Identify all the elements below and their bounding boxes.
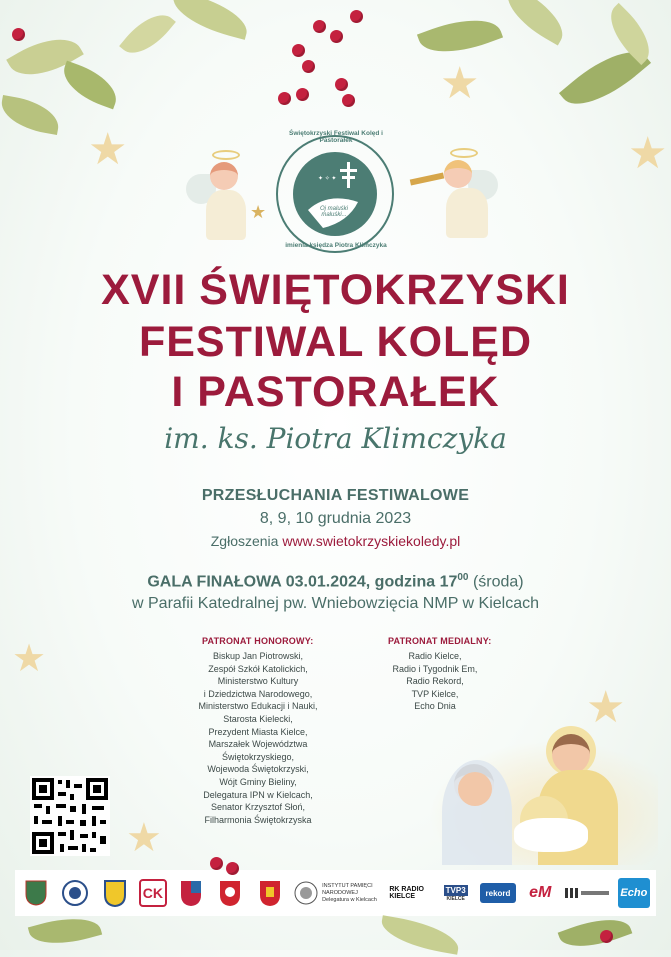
list-item: Ministerstwo Kultury [217,676,299,687]
berry [600,930,613,943]
radio-rekord-logo: rekord [480,883,516,903]
list-item: TVP Kielce, [411,688,459,699]
star-icon: ★ [628,129,668,178]
coat-of-arms-icon [21,878,51,908]
commune-coat-of-arms-icon [255,878,285,908]
list-item: Marszałek Województwa [208,739,308,750]
list-item: Zespół Szkół Katolickich, [208,663,308,674]
patronage-media-heading: PATRONAT MEDIALNY: [388,636,492,646]
radio-em-logo: eM [529,884,552,901]
nativity-illustration [428,700,658,865]
gala-time-sup: 00 [457,572,469,583]
berry [330,30,343,43]
poland-eagle-icon [215,878,245,908]
angel-right-illustration [410,148,500,240]
auditions-heading: PRZESŁUCHANIA FESTIWALOWE [201,487,470,504]
tvp3-logo [441,878,471,908]
filharmonia-logo-icon [565,878,609,908]
tvp3-sublabel: KIELCE [446,895,465,902]
festival-logo [268,132,403,257]
page-title-line-2: FESTIWAL KOLĘD [138,318,533,366]
ipn-emblem-icon [294,881,318,905]
logo-center-text: Oj maluśki maluśki... [319,206,348,218]
gala-place: w Parafii Katedralnej pw. Wniebowzięcia NMP w Kielcach [132,595,539,612]
list-item: Senator Krzysztof Słoń, [210,802,306,813]
berry [335,78,348,91]
list-item: Echo Dnia [414,701,456,712]
berry [302,60,315,73]
berry [12,28,25,41]
region-coat-of-arms-icon [176,878,206,908]
radio-kielce-logo: RK RADIO KIELCE [389,886,424,900]
logo-ring-bottom-text: imienia księdza Piotra Klimczyka [285,242,387,249]
list-item: Prezydent Miasta Kielce, [208,726,308,737]
list-item: Radio i Tygodnik Em, [392,663,478,674]
list-item: Biskup Jan Piotrowski, [212,651,304,661]
star-icon: ★ [440,59,480,108]
berry [313,20,326,33]
patronage-honorary-heading: PATRONAT HONOROWY: [202,636,314,646]
svg-text:✦ ✧ ✦: ✦ ✧ ✦ [318,176,337,182]
berry [278,92,291,105]
school-emblem-icon [60,878,90,908]
tvp3-label: TVP3 [445,885,466,895]
registration-link[interactable]: www.swietokrzyskiekoledy.pl [282,533,461,549]
star-icon: ★ [88,125,128,174]
bottom-leaf [378,915,461,954]
auditions-registration [0,533,671,549]
list-item: Radio Kielce, [408,651,462,661]
list-item: Filharmonia Świętokrzyska [204,814,312,825]
list-item: Świętokrzyskiego, [221,751,295,762]
registration-label: Zgłoszenia [210,533,279,549]
patronage-honorary-list [178,650,338,826]
list-item: Wojewoda Świętokrzyski, [207,764,309,775]
sponsor-logo-bar [15,870,656,916]
page-title-line-1: XVII ŚWIĘTOKRZYSKI [101,266,570,314]
star-icon: ★ [126,816,162,860]
page-subtitle: im. ks. Piotra Klimczyka [164,422,507,455]
berry [296,88,309,101]
berry [350,10,363,23]
gala-label: GALA FINAŁOWA 03.01.2024, godzina 17 [147,573,458,591]
berry [210,857,223,870]
auditions-dates: 8, 9, 10 grudnia 2023 [259,510,412,527]
list-item: Ministerstwo Edukacji i Nauki, [198,701,318,712]
list-item: i Dziedzictwa Narodowego, [203,688,313,699]
ipn-title: INSTYTUT PAMIĘCI NARODOWEJ [322,882,373,896]
echo-dnia-logo: Echo [618,878,650,908]
berry [226,862,239,875]
list-item: Wójt Gminy Bieliny, [219,776,297,787]
page-title-line-3: I PASTORAŁEK [171,368,500,416]
ipn-subtitle: Delegatura w Kielcach [322,896,377,903]
list-item: Delegatura IPN w Kielcach, [203,789,313,800]
logo-ring-text: Świętokrzyski Festiwal Kolęd i Pastorałek [289,130,383,144]
list-item: Starosta Kielecki, [223,713,293,724]
list-item: Radio Rekord, [406,676,464,687]
ck-logo-icon: CK [139,879,167,907]
qr-code[interactable] [30,776,110,856]
ipn-logo [294,881,380,905]
top-foliage [0,0,671,130]
ministry-emblem-icon [100,878,130,908]
gala-day: (środa) [472,573,524,591]
berry [292,44,305,57]
star-icon: ★ [586,683,626,732]
gala-line [0,572,671,591]
angel-left-illustration: ★ [186,150,262,242]
star-icon: ★ [12,638,47,680]
berry [342,94,355,107]
